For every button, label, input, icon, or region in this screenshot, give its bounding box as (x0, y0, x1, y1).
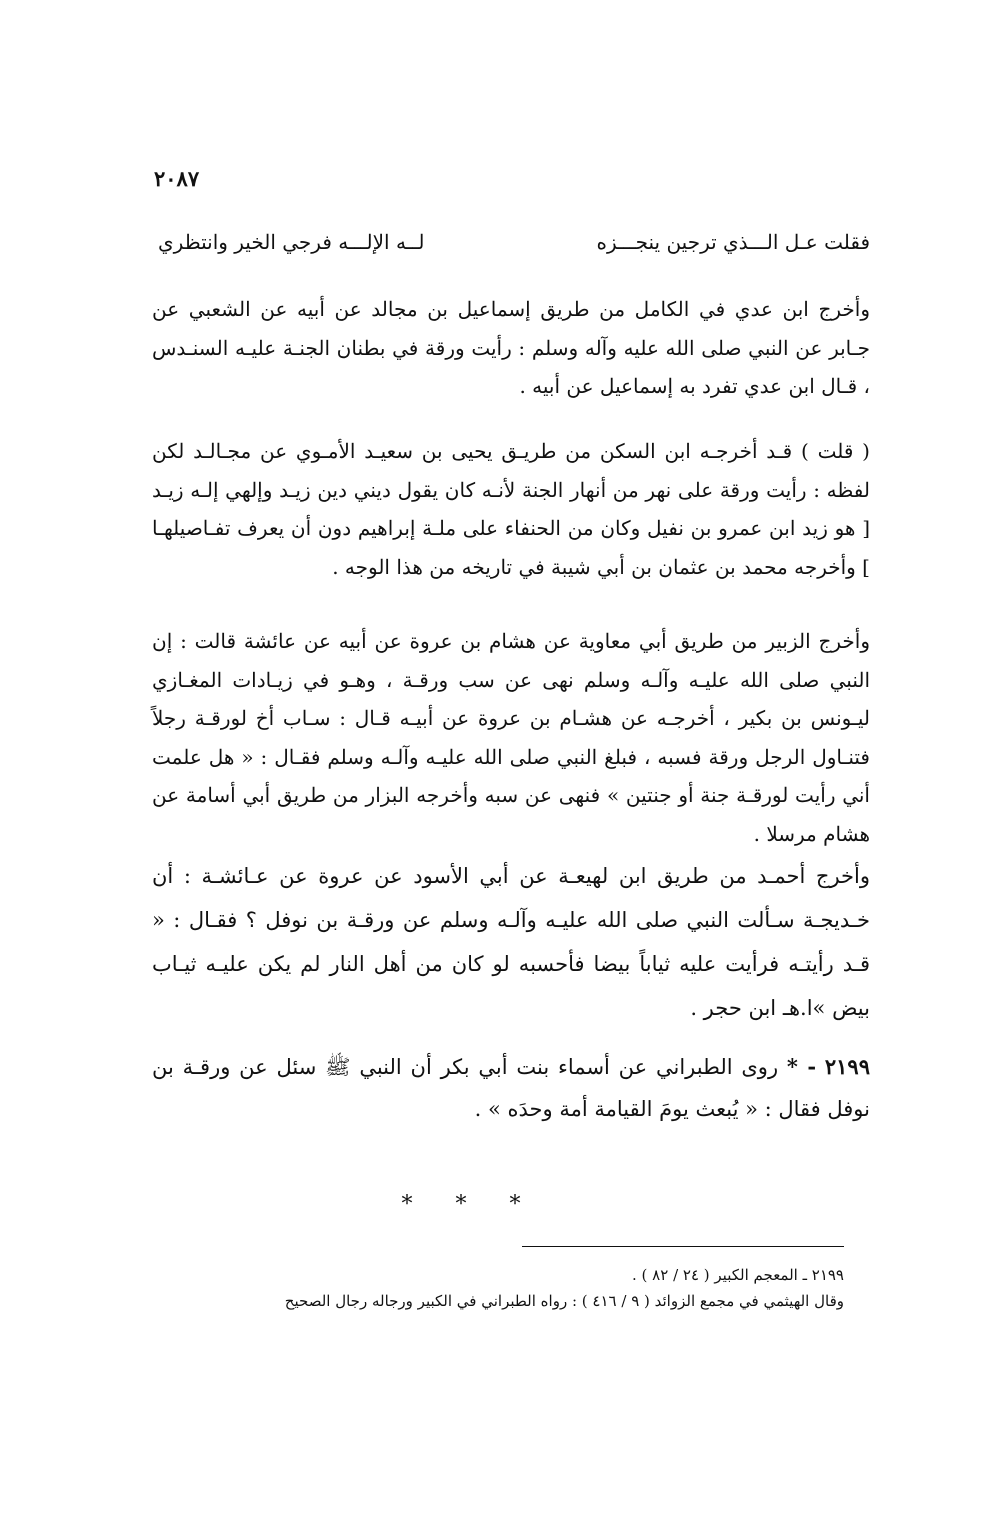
paragraph-text: وأخرج أحمـد من طريق ابن لهيعـة عن أبي الأسود عن عروة عن عـائشـة : أن خـديجـة سـألت النبي صلى الله عليـه وآلـه وسلم عن ورقـة بن نوفل ؟ فقـال : « قـد رأيتـه فرأيت عليه ثياباً بيضا فأحسبه لو كان من أهل النار لم يكن عليـه ثيـاب بيض »ا.هـ ابن حجر . (152, 864, 870, 1020)
paragraph-ibn-adi (152, 290, 870, 406)
paragraph-text: وأخرج الزبير من طريق أبي معاوية عن هشام بن عروة عن أبيه عن عائشة قالت : إن النبي صلى الله عليـه وآلـه وسلم نهى عن سب ورقـة ، وهـو في زيـادات المغـازي ليـونس بن بكير ، أخرجـه عن هشـام بن عروة عن أبيـه قـال : سـاب أخ لورقـة رجلاً فتنـاول الرجل ورقة فسبه ، فبلغ النبي صلى الله عليـه وآلـه وسلم فقـال : « هل علمت أني رأيت لورقـة جنة أو جنتين » فنهى عن سبه وأخرجه البزار من طريق أبي أسامة عن هشام مرسلا . (152, 629, 870, 846)
footnote-haythami: وقال الهيثمي في مجمع الزوائد ( ٩ / ٤١٦ ) : رواه الطبراني في الكبير ورجاله رجال الصحيح (284, 1292, 844, 1310)
section-separator: * * * (401, 1192, 539, 1217)
paragraph-qult (152, 432, 870, 586)
paragraph-ahmad (152, 854, 870, 1030)
paragraph-text: ( قلت ) قـد أخرجـه ابن السكن من طريـق يحيى بن سعيـد الأمـوي عن مجـالـد لكن لفظه : رأيت ورقة على نهر من أنهار الجنة لأنـه كان يقول ديني دين زيـد وإلهي إلـه زيـد [ هو زيد ابن عمرو بن نفيل وكان من الحنفاء على ملـة إبراهيم دون أن يعرف تفـاصيلهـا ] وأخرجه محمد بن عثمان بن أبي شيبة في تاريخه من هذا الوجه . (152, 439, 870, 579)
verse-second-hemistich: لــه الإلـــه فرجي الخير وانتظري (158, 230, 425, 254)
paragraph-zubayr (152, 622, 870, 853)
footnotes (240, 1262, 844, 1314)
hadith-marker: - * (786, 1054, 817, 1079)
hadith-number: ٢١٩٩ (824, 1054, 870, 1079)
verse-first-hemistich: فقلت عـل الـــذي ترجين ينجـــزه (596, 230, 870, 254)
footnote-source: ٢١٩٩ ـ المعجم الكبير ( ٢٤ / ٨٢ ) . (632, 1266, 844, 1284)
hadith-text: روى الطبراني عن أسماء بنت أبي بكر أن النبي ﷺ سئل عن ورقـة بن نوفل فقال : « يُبعث يومَ القيامة أمة وحدَه » . (152, 1055, 870, 1121)
hadith-entry (152, 1046, 870, 1130)
poetry-verse (158, 230, 870, 264)
footnote-divider (522, 1246, 844, 1247)
page-number: ٢٠٨٧ (154, 166, 200, 191)
paragraph-text: وأخرج ابن عدي في الكامل من طريق إسماعيل بن مجالد عن أبيه عن الشعبي عن جـابر عن النبي صلى الله عليه وآله وسلم : رأيت ورقة في بطنان الجنـة عليـه السنـدس ، قـال ابن عدي تفرد به إسماعيل عن أبيه . (152, 297, 870, 398)
